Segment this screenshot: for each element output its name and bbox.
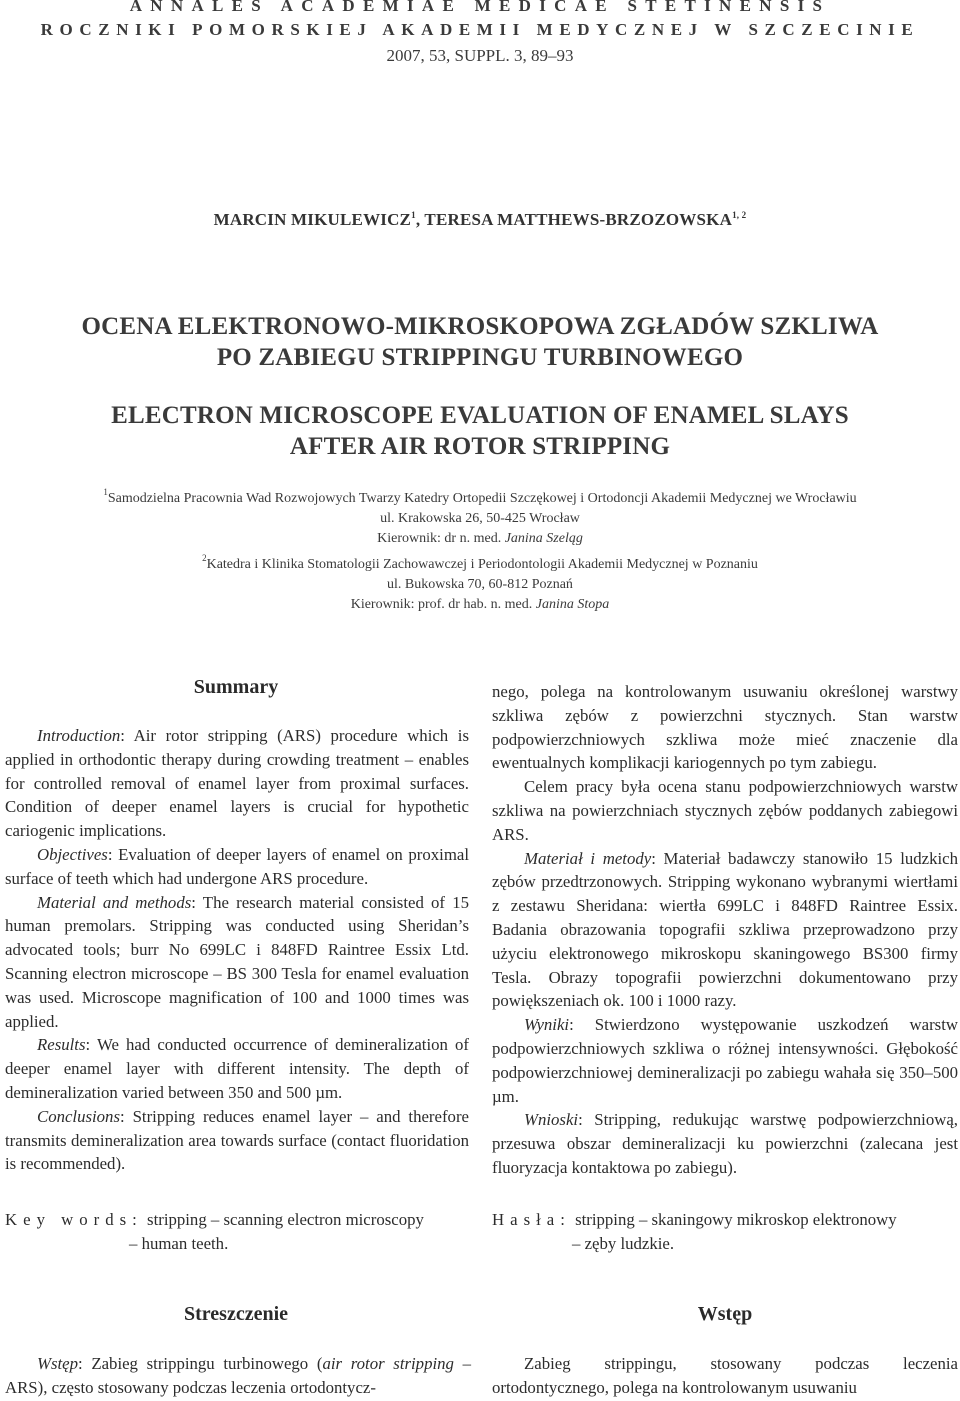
summary-methods bbox=[5, 891, 469, 1034]
hasla-line-1: stripping – skaningowy mikroskop elektronowy bbox=[575, 1210, 897, 1229]
polish-results-text: : Stwierdzono występowanie uszkodzeń warstw podpowierzchniowych szkliwa o różnej intensywności. Głębokość podpowierzchniowej demineralizacji po zabiegu wahała się 350–500 µm. bbox=[492, 1015, 958, 1106]
affiliation-1-head-name: Janina Szeląg bbox=[504, 531, 583, 546]
streszczenie-para bbox=[5, 1352, 471, 1400]
summary-results bbox=[5, 1033, 469, 1104]
summary-results-text: : We had conducted occurrence of demineralization of deeper enamel layer with different intensity. The depth of demineralization varied between 350 and 500 µm. bbox=[5, 1035, 469, 1102]
journal-name-polish: ROCZNIKI POMORSKIEJ AKADEMII MEDYCZNEJ W SZCZECINIE bbox=[40, 20, 920, 39]
affiliation-1-address: ul. Krakowska 26, 50-425 Wrocław bbox=[380, 511, 580, 526]
summary-objectives-text: : Evaluation of deeper layers of enamel on proximal surface of teeth which had undergone ARS procedure. bbox=[5, 844, 469, 888]
keywords-label: Key words: bbox=[5, 1210, 143, 1229]
title-english-line: AFTER AIR ROTOR STRIPPING bbox=[289, 433, 671, 460]
polish-conclusions bbox=[492, 1108, 958, 1179]
affiliation-1-marker: 1 bbox=[103, 487, 108, 497]
wstep-para: Zabieg strippingu, stosowany podczas leczenia ortodontycznego, polega na kontrolowanym usuwaniu bbox=[492, 1354, 958, 1397]
wstep-heading: Wstęp bbox=[697, 1303, 753, 1325]
streszczenie-heading: Streszczenie bbox=[183, 1303, 289, 1325]
journal-citation: 2007, 53, SUPPL. 3, 89–93 bbox=[386, 46, 574, 65]
summary-heading: Summary bbox=[193, 676, 279, 698]
authors bbox=[0, 210, 960, 230]
affiliation-2-marker: 2 bbox=[202, 553, 207, 563]
polish-methods-text: : Materiał badawczy stanowiło 15 ludzkich zębów przedtrzonowych. Stripping wykonano wybranymi wiertłami z zestawu Sheridana: wiertła 699LC i 848FD Raintree Essix. Badania obrazowania topografii szkliwa przeprowadzono przy użyciu elektronowego mikroskopu skaningowego BS300 firmy Tesla. Obrazy topografii powierzchni dokumentowano przy powiększeniach ok. 100 i 1000 razy. bbox=[492, 848, 958, 1011]
author-1: MARCIN MIKULEWICZ bbox=[213, 210, 412, 229]
author-2: TERESA MATTHEWS-BRZOZOWSKA bbox=[424, 210, 733, 229]
wstep-body bbox=[492, 1352, 958, 1400]
keywords-line-1: stripping – scanning electron microscopy bbox=[147, 1210, 424, 1229]
summary-conclusions-text: : Stripping reduces enamel layer – and therefore transmits demineralization area towards surface (contact fluoridation is recommended). bbox=[5, 1106, 469, 1174]
polish-results bbox=[492, 1013, 958, 1108]
polish-conclusions-label: Wnioski bbox=[524, 1110, 579, 1130]
hasla-label: Hasła: bbox=[492, 1210, 571, 1229]
summary-keywords bbox=[5, 1208, 475, 1256]
summary-objectives-label: Objectives bbox=[37, 844, 108, 864]
author-1-affil: 1 bbox=[411, 210, 416, 220]
title-polish bbox=[0, 311, 960, 373]
title-english-line: ELECTRON MICROSCOPE EVALUATION OF ENAMEL SLAYS bbox=[111, 402, 849, 429]
journal-name-latin: ANNALES ACADEMIAE MEDICAE STETINENSIS bbox=[129, 0, 831, 15]
polish-keywords bbox=[492, 1208, 960, 1256]
streszczenie-body bbox=[5, 1352, 471, 1400]
streszczenie-italic: air rotor stripping bbox=[322, 1354, 454, 1373]
polish-methods bbox=[492, 847, 958, 1014]
affiliation-1-head-prefix: Kierownik: dr n. med. bbox=[377, 531, 505, 546]
author-separator: , bbox=[415, 210, 425, 229]
affiliation-2-head-name: Janina Stopa bbox=[535, 597, 610, 612]
keywords-line-2: – human teeth. bbox=[129, 1234, 229, 1253]
streszczenie-label: Wstęp bbox=[37, 1354, 79, 1373]
hasla-line-2: – zęby ludzkie. bbox=[572, 1234, 675, 1253]
polish-methods-label: Materiał i metody bbox=[524, 848, 652, 868]
summary-methods-label: Material and methods bbox=[37, 892, 192, 912]
summary-introduction bbox=[5, 724, 469, 843]
summary-objectives bbox=[5, 843, 469, 891]
summary-results-label: Results bbox=[37, 1035, 86, 1055]
summary-intro-label: Introduction bbox=[37, 726, 121, 745]
polish-results-label: Wyniki bbox=[524, 1015, 570, 1035]
polish-abstract bbox=[492, 680, 958, 1180]
affiliation-2 bbox=[0, 555, 960, 615]
affiliation-2-name: Katedra i Klinika Stomatologii Zachowawczej i Periodontologii Akademii Medycznej w Poznaniu bbox=[206, 557, 758, 572]
polish-para-2: Celem pracy była ocena stanu podpowierzchniowych warstw szkliwa na powierzchniach stycznych zębów poddanych zabiegowi ARS. bbox=[492, 777, 958, 844]
streszczenie-text-b: – ARS), często stosowany podczas leczenia ortodontycz- bbox=[5, 1354, 471, 1397]
affiliation-2-address: ul. Bukowska 70, 60-812 Poznań bbox=[387, 577, 573, 592]
summary-intro-text: : Air rotor stripping (ARS) procedure which is applied in orthodontic therapy during crowding treatment – enables for controlled removal of enamel layer from proximal surfaces. Condition of deeper enamel layers is crucial for hypothetic cariogenic implications. bbox=[5, 726, 469, 841]
streszczenie-text-a: : Zabieg strippingu turbinowego ( bbox=[78, 1354, 323, 1373]
affiliation-1 bbox=[0, 489, 960, 549]
polish-conclusions-text: : Stripping, redukując warstwę podpowierzchniową, przesuwa obszar demineralizacji ku powierzchni (zalecana jest fluoryzacja kontaktowa po zabiegu). bbox=[492, 1110, 958, 1177]
summary-conclusions-label: Conclusions bbox=[37, 1106, 120, 1126]
title-english bbox=[0, 400, 960, 462]
title-polish-line: PO ZABIEGU STRIPPINGU TURBINOWEGO bbox=[216, 344, 744, 371]
summary-conclusions bbox=[5, 1105, 469, 1176]
summary-body bbox=[5, 724, 469, 1176]
author-2-affil: 1, 2 bbox=[732, 210, 747, 220]
affiliation-2-head-prefix: Kierownik: prof. dr hab. n. med. bbox=[350, 597, 536, 612]
summary-methods-text: : The research material consisted of 15 human premolars. Stripping was conducted using Sheridan’s advocated tools; burr No 699LC i 848FD Raintree Essix Ltd. Scanning electron microscope – BS 300 Tesla for enamel evaluation was used. Microscope magnification of 100 and 1000 times was applied. bbox=[5, 892, 469, 1031]
affiliation-1-name: Samodzielna Pracownia Wad Rozwojowych Twarzy Katedry Ortopedii Szczękowej i Ortodoncji Akademii Medycznej we Wrocławiu bbox=[107, 491, 857, 506]
title-polish-line: OCENA ELEKTRONOWO-MIKROSKOPOWA ZGŁADÓW SZKLIWA bbox=[81, 313, 879, 340]
polish-para-1: nego, polega na kontrolowanym usuwaniu określonej warstwy szkliwa zębów z powierzchni stycznych. Stan warstw podpowierzchniowych szkliwa może mieć znaczenie dla ewentualnych komplikacji kariogennych po tym zabiegu. bbox=[492, 682, 958, 773]
